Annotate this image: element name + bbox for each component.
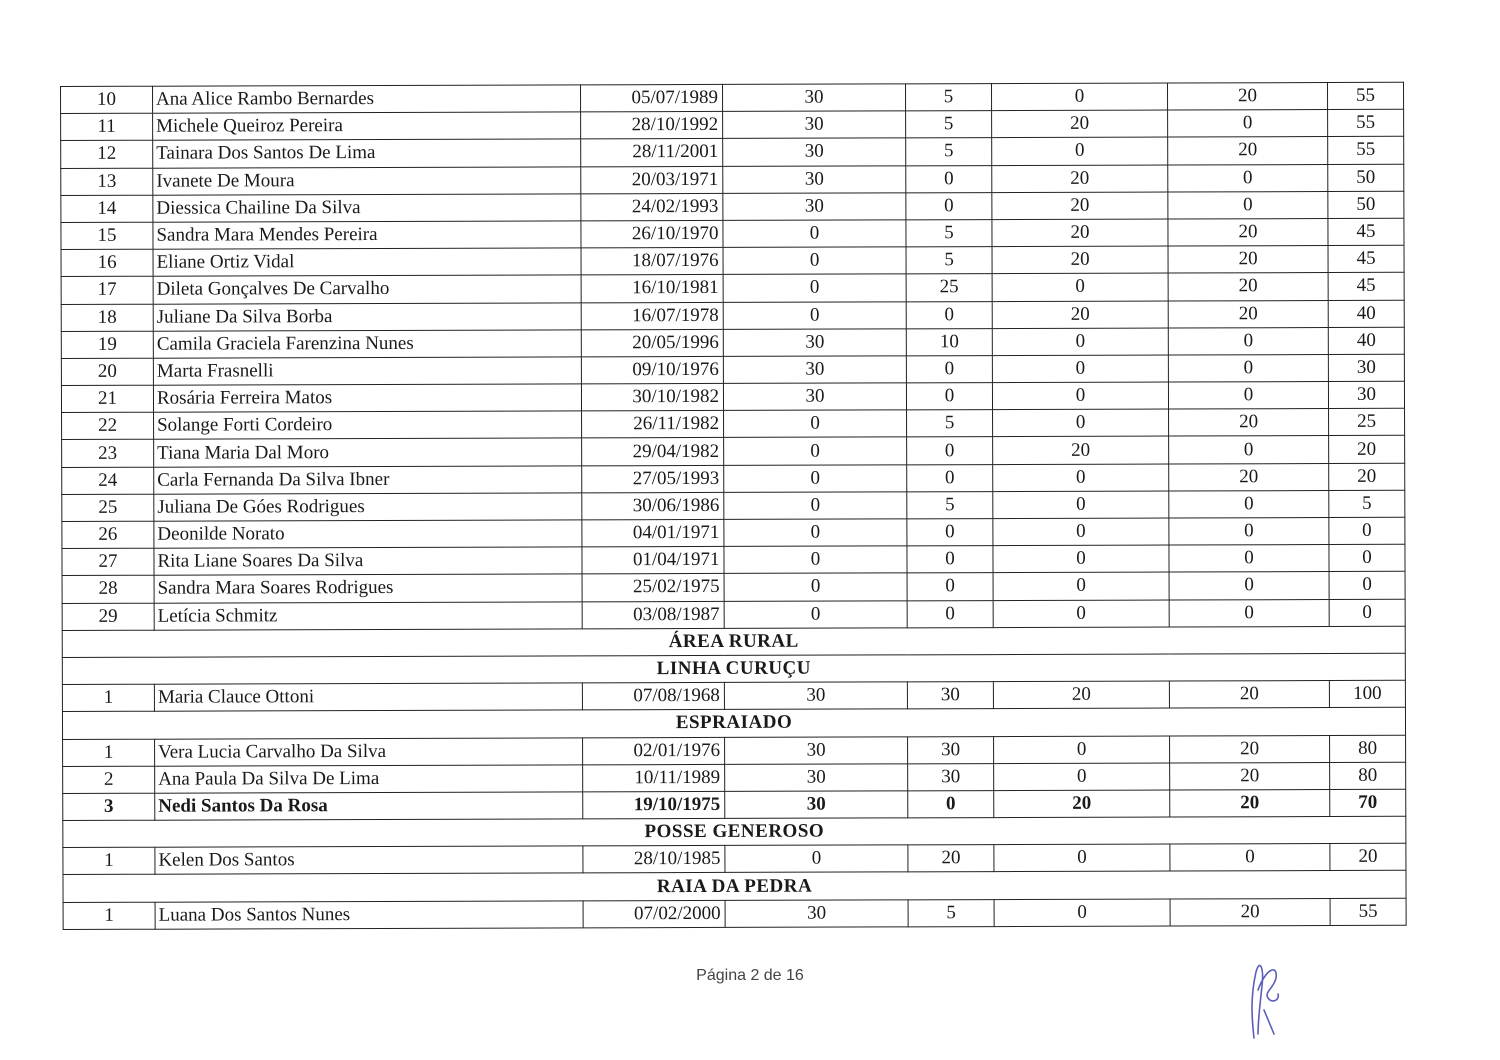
table-row [61, 82, 1404, 113]
score-1: 30 [723, 356, 906, 384]
person-name: Ana Alice Rambo Bernardes [153, 85, 581, 114]
table-row [61, 164, 1404, 195]
score-1: 0 [723, 247, 906, 275]
score-4: 0 [1169, 518, 1329, 546]
score-1: 30 [722, 84, 905, 112]
person-name: Marta Frasnelli [153, 357, 581, 386]
person-name: Carla Fernanda Da Silva Ibner [154, 465, 582, 494]
score-total: 20 [1330, 844, 1406, 871]
score-2: 5 [906, 247, 992, 274]
score-total: 45 [1328, 273, 1404, 300]
row-number: 23 [62, 440, 154, 467]
section-title: POSSE GENEROSO [63, 816, 1406, 847]
score-3: 0 [991, 83, 1167, 111]
score-4: 20 [1169, 463, 1329, 491]
row-number: 28 [62, 576, 154, 603]
birth-date: 26/10/1970 [581, 220, 723, 248]
table-row [63, 789, 1406, 820]
table-row [61, 245, 1404, 276]
score-3: 0 [994, 736, 1170, 764]
section-title: ESPRAIADO [62, 708, 1405, 739]
score-4: 20 [1169, 409, 1329, 437]
score-1: 30 [723, 193, 906, 221]
section-title: LINHA CURUÇU [62, 653, 1405, 684]
score-3: 0 [993, 464, 1169, 492]
score-2: 0 [907, 546, 993, 573]
birth-date: 03/08/1987 [582, 601, 724, 629]
score-4: 0 [1168, 110, 1328, 138]
person-name: Tainara Dos Santos De Lima [153, 139, 581, 168]
table-row [62, 680, 1405, 711]
score-3: 0 [992, 355, 1168, 383]
row-number: 12 [61, 141, 153, 168]
section-title: RAIA DA PEDRA [63, 871, 1406, 902]
section-title: ÁREA RURAL [62, 626, 1405, 657]
birth-date: 26/11/1982 [582, 411, 724, 439]
page-number: Página 2 de 16 [696, 967, 804, 984]
score-total: 55 [1328, 137, 1404, 164]
score-1: 0 [725, 845, 908, 873]
row-number: 16 [61, 249, 153, 276]
row-number: 20 [61, 358, 153, 385]
birth-date: 28/10/1992 [581, 112, 723, 140]
birth-date: 29/04/1982 [582, 438, 724, 466]
table-row [61, 218, 1404, 249]
score-4: 20 [1168, 137, 1328, 165]
score-3: 0 [993, 600, 1169, 628]
row-number: 17 [61, 277, 153, 304]
score-2: 0 [907, 437, 993, 464]
row-number: 22 [62, 412, 154, 439]
table-row [62, 490, 1405, 521]
score-3: 20 [992, 246, 1168, 274]
row-number: 1 [63, 847, 155, 874]
score-2: 30 [908, 736, 994, 763]
score-total: 55 [1330, 898, 1406, 925]
score-total: 0 [1329, 599, 1405, 626]
person-name: Kelen Dos Santos [155, 846, 583, 875]
score-table [60, 82, 1407, 930]
birth-date: 02/01/1976 [583, 737, 725, 765]
score-3: 20 [993, 681, 1169, 709]
person-name: Diessica Chailine Da Silva [153, 194, 581, 223]
score-total: 45 [1328, 218, 1404, 245]
score-2: 0 [907, 519, 993, 546]
row-number: 24 [62, 467, 154, 494]
birth-date: 05/07/1989 [580, 84, 722, 112]
person-name: Sandra Mara Soares Rodrigues [154, 574, 582, 603]
score-2: 30 [907, 682, 993, 709]
score-4: 20 [1170, 789, 1330, 817]
score-4: 20 [1168, 300, 1328, 328]
score-2: 0 [906, 355, 992, 382]
score-3: 20 [992, 110, 1168, 138]
score-total: 40 [1328, 300, 1404, 327]
table-row [62, 572, 1405, 603]
person-name: Sandra Mara Mendes Pereira [153, 221, 581, 250]
score-2: 0 [907, 573, 993, 600]
score-3: 20 [994, 790, 1170, 818]
birth-date: 20/03/1971 [581, 166, 723, 194]
score-3: 0 [994, 763, 1170, 791]
row-number: 1 [63, 902, 155, 929]
score-4: 20 [1170, 735, 1330, 763]
score-4: 0 [1168, 191, 1328, 219]
score-total: 20 [1329, 463, 1405, 490]
score-3: 0 [992, 328, 1168, 356]
score-total: 55 [1327, 82, 1403, 109]
table-row [62, 463, 1405, 494]
row-number: 29 [62, 603, 154, 630]
table-row [62, 599, 1405, 630]
score-1: 0 [724, 437, 907, 465]
score-3: 0 [993, 518, 1169, 546]
score-4: 20 [1167, 83, 1327, 111]
section-header-row [63, 816, 1406, 847]
score-2: 0 [906, 192, 992, 219]
score-1: 0 [723, 274, 906, 302]
score-2: 0 [906, 165, 992, 192]
birth-date: 10/11/1989 [583, 764, 725, 792]
table-row [62, 409, 1405, 440]
table-row [61, 191, 1404, 222]
score-1: 30 [725, 899, 908, 927]
score-2: 20 [908, 845, 994, 872]
row-number: 11 [61, 113, 153, 140]
birth-date: 30/06/1986 [582, 492, 724, 520]
score-3: 0 [993, 572, 1169, 600]
row-number: 14 [61, 195, 153, 222]
table-row [61, 381, 1404, 412]
score-total: 55 [1328, 109, 1404, 136]
score-1: 30 [724, 682, 907, 710]
table-row [63, 844, 1406, 875]
score-1: 0 [723, 220, 906, 248]
score-2: 25 [906, 274, 992, 301]
score-total: 25 [1329, 409, 1405, 436]
score-2: 0 [907, 600, 993, 627]
table-row [62, 436, 1405, 467]
score-4: 20 [1169, 681, 1329, 709]
score-3: 20 [992, 219, 1168, 247]
score-4: 0 [1169, 436, 1329, 464]
table-row [61, 327, 1404, 358]
score-4: 0 [1168, 327, 1328, 355]
score-total: 70 [1330, 789, 1406, 816]
person-name: Juliana De Góes Rodrigues [154, 493, 582, 522]
score-3: 20 [992, 192, 1168, 220]
birth-date: 27/05/1993 [582, 465, 724, 493]
person-name: Juliane Da Silva Borba [153, 302, 581, 331]
person-name: Deonilde Norato [154, 520, 582, 549]
row-number: 27 [62, 548, 154, 575]
person-name: Ana Paula Da Silva De Lima [155, 765, 583, 794]
score-total: 50 [1328, 191, 1404, 218]
person-name: Luana Dos Santos Nunes [155, 900, 583, 929]
table-row [61, 273, 1404, 304]
birth-date: 25/02/1975 [582, 574, 724, 602]
score-total: 50 [1328, 164, 1404, 191]
score-1: 0 [723, 301, 906, 329]
score-2: 5 [905, 84, 991, 111]
person-name: Eliane Ortiz Vidal [153, 248, 581, 277]
score-3: 0 [994, 844, 1170, 872]
score-2: 5 [907, 491, 993, 518]
score-3: 0 [993, 409, 1169, 437]
birth-date: 20/05/1996 [581, 329, 723, 357]
score-4: 0 [1169, 572, 1329, 600]
section-header-row [62, 653, 1405, 684]
score-4: 20 [1170, 898, 1330, 926]
score-4: 0 [1168, 382, 1328, 410]
score-total: 45 [1328, 245, 1404, 272]
birth-date: 16/07/1978 [581, 302, 723, 330]
table-row [62, 517, 1405, 548]
birth-date: 09/10/1976 [581, 356, 723, 384]
score-total: 30 [1328, 354, 1404, 381]
person-name: Ivanete De Moura [153, 166, 581, 195]
table-row [61, 137, 1404, 168]
score-2: 5 [908, 899, 994, 926]
person-name: Michele Queiroz Pereira [153, 112, 581, 141]
score-4: 0 [1168, 354, 1328, 382]
birth-date: 07/08/1968 [582, 683, 724, 711]
table-body [61, 82, 1407, 929]
person-name: Vera Lucia Carvalho Da Silva [155, 737, 583, 766]
section-header-row [63, 871, 1406, 902]
row-number: 10 [61, 86, 153, 113]
row-number: 1 [63, 739, 155, 766]
birth-date: 19/10/1975 [583, 791, 725, 819]
score-total: 40 [1328, 327, 1404, 354]
score-4: 0 [1169, 490, 1329, 518]
score-3: 0 [993, 491, 1169, 519]
score-3: 0 [992, 382, 1168, 410]
score-total: 0 [1329, 517, 1405, 544]
person-name: Tiana Maria Dal Moro [154, 438, 582, 467]
score-total: 0 [1329, 544, 1405, 571]
score-2: 0 [907, 464, 993, 491]
birth-date: 04/01/1971 [582, 519, 724, 547]
person-name: Dileta Gonçalves De Carvalho [153, 275, 581, 304]
birth-date: 24/02/1993 [581, 193, 723, 221]
birth-date: 28/11/2001 [581, 139, 723, 167]
score-total: 80 [1330, 735, 1406, 762]
score-1: 30 [723, 329, 906, 357]
table-row [61, 109, 1404, 140]
score-4: 0 [1168, 164, 1328, 192]
score-1: 30 [723, 383, 906, 411]
score-2: 30 [908, 763, 994, 790]
table-row [63, 898, 1406, 929]
birth-date: 30/10/1982 [581, 383, 723, 411]
person-name: Rita Liane Soares Da Silva [154, 547, 582, 576]
row-number: 19 [61, 331, 153, 358]
row-number: 1 [62, 684, 154, 711]
score-total: 0 [1329, 572, 1405, 599]
table-row [62, 544, 1405, 575]
table-row [61, 354, 1404, 385]
row-number: 15 [61, 222, 153, 249]
score-3: 0 [992, 137, 1168, 165]
score-3: 0 [993, 545, 1169, 573]
person-name: Rosária Ferreira Matos [153, 384, 581, 413]
score-total: 20 [1329, 436, 1405, 463]
score-4: 0 [1170, 844, 1330, 872]
score-total: 80 [1330, 762, 1406, 789]
score-2: 10 [906, 328, 992, 355]
score-1: 0 [724, 546, 907, 574]
score-2: 0 [906, 301, 992, 328]
table-row [61, 300, 1404, 331]
score-4: 20 [1170, 762, 1330, 790]
person-name: Letícia Schmitz [154, 601, 582, 630]
birth-date: 28/10/1985 [583, 846, 725, 874]
person-name: Camila Graciela Farenzina Nunes [153, 330, 581, 359]
score-3: 20 [993, 436, 1169, 464]
score-4: 20 [1168, 273, 1328, 301]
score-3: 20 [992, 165, 1168, 193]
score-total: 30 [1328, 381, 1404, 408]
score-total: 5 [1329, 490, 1405, 517]
score-3: 0 [994, 899, 1170, 927]
person-name: Solange Forti Cordeiro [154, 411, 582, 440]
score-1: 0 [724, 600, 907, 628]
score-1: 30 [723, 165, 906, 193]
row-number: 18 [61, 304, 153, 331]
score-1: 0 [724, 492, 907, 520]
score-1: 30 [725, 736, 908, 764]
score-2: 5 [906, 138, 992, 165]
birth-date: 18/07/1976 [581, 248, 723, 276]
score-4: 0 [1169, 599, 1329, 627]
score-1: 30 [723, 111, 906, 139]
row-number: 25 [62, 494, 154, 521]
table-row [63, 762, 1406, 793]
score-4: 0 [1169, 545, 1329, 573]
score-1: 0 [724, 573, 907, 601]
score-4: 20 [1168, 246, 1328, 274]
section-header-row [62, 626, 1405, 657]
score-1: 30 [725, 791, 908, 819]
table-row [63, 735, 1406, 766]
score-2: 0 [906, 383, 992, 410]
score-2: 5 [907, 410, 993, 437]
row-number: 26 [62, 521, 154, 548]
row-number: 13 [61, 168, 153, 195]
signature-mark [1240, 950, 1290, 1040]
section-header-row [62, 708, 1405, 739]
score-2: 5 [906, 111, 992, 138]
score-1: 30 [723, 138, 906, 166]
score-4: 20 [1168, 218, 1328, 246]
row-number: 2 [63, 766, 155, 793]
row-number: 3 [63, 793, 155, 820]
row-number: 21 [61, 385, 153, 412]
score-total: 100 [1329, 680, 1405, 707]
birth-date: 16/10/1981 [581, 275, 723, 303]
person-name: Nedi Santos Da Rosa [155, 792, 583, 821]
score-3: 0 [992, 273, 1168, 301]
person-name: Maria Clauce Ottoni [154, 683, 582, 712]
score-2: 5 [906, 220, 992, 247]
score-1: 0 [724, 519, 907, 547]
score-1: 30 [725, 764, 908, 792]
birth-date: 01/04/1971 [582, 547, 724, 575]
score-2: 0 [908, 790, 994, 817]
score-1: 0 [724, 464, 907, 492]
birth-date: 07/02/2000 [583, 900, 725, 928]
score-1: 0 [724, 410, 907, 438]
score-3: 20 [992, 301, 1168, 329]
